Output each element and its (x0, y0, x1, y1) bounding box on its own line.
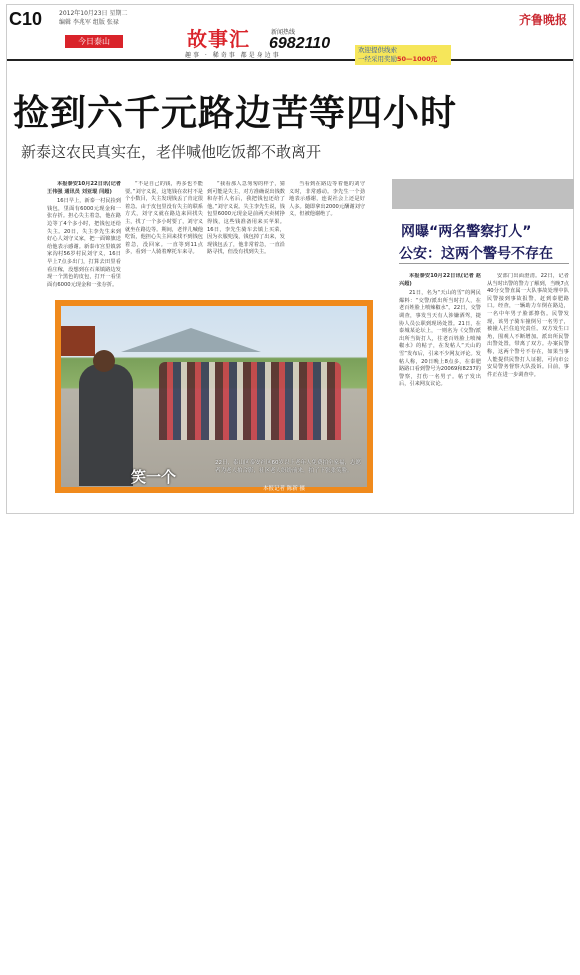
reward-line2 (358, 55, 448, 64)
article-headline: 捡到六千元路边苦等四小时 (13, 93, 458, 134)
column-tagline: 趣事 · 稀奇事 都是身边事 (185, 52, 281, 59)
side-story-col1-text: 21日，名为“天山的雪”的网民爆料：“交警/派出所当时打人，在老百姓脸上喷辣椒水”。22日，交警调查，事发当天有人涉嫌酒驾，捷协人员公职到现场处置。21日，在泰城某论坛上，一则名为《交警/派出所当街打人，往老百姓脸上喷辣椒水》的帖子，在发帖人“天山的雪”发布后，引来不少网友评论。发帖人称，20日晚上8点多，在泰肥路路口看到警号为20069和8237的警察，打伤一名男子。帖子发出后，引来网友议论。 (399, 290, 481, 388)
side-story-title-line2: 公安：这两个警号不存在 (399, 246, 553, 262)
news-photo (55, 300, 373, 493)
article-byline: 本报泰安10月22日讯(记者 王伟强 通讯员 刘亚琨 闫超) (47, 181, 121, 195)
article-subheadline: 新泰这农民真实在，老伴喊他吃饭都不敢离开 (21, 143, 322, 161)
side-story-column-2 (487, 273, 569, 501)
pavilion-graphic (61, 326, 95, 356)
hotline-number: 6982110 (269, 35, 331, 52)
side-story-column-1 (399, 273, 481, 501)
column-name: 故事汇 (187, 27, 250, 51)
article-col3-text: “我看那人急匆匆的样子，猜到可能是失主，对方准确说出钱数和存折人名后，我把钱包还给了他。”刘守义说。失主李先生说，钱包里6000元现金是前两天卖树挣得钱，这些钱准备用来买苹果。16日，李先生骑车去镇上买菜，因为衣服兜浅，钱包掉了出来，发现钱包丢了，他非常着急，一直沿路寻找，但没有找到失主。 (207, 181, 285, 256)
dateline (59, 9, 149, 27)
photo-credit: 本报记者 陈新 摄 (263, 486, 305, 492)
side-story-banner (392, 179, 574, 209)
article-column-1 (47, 181, 121, 291)
elderly-group-graphic (159, 362, 341, 440)
newspaper-page (6, 4, 574, 514)
article-column-2 (125, 181, 203, 291)
article-column-4 (289, 181, 365, 291)
newspaper-masthead: 齐鲁晚报 (518, 13, 567, 27)
editor-credits: 编辑 李兆军 组版 张禄 (59, 19, 119, 26)
reward-amount: 50—1000元 (397, 55, 438, 63)
reward-text: 一经采用奖励 (358, 55, 397, 63)
issue-date: 2012年10月23日 星期二 (59, 10, 128, 17)
article-col2-text: “不是自己的钱，再多也不能要。”刘守义说，这笔钱在农村不是个小数目，失主发现钱丢了肯定很着急。由于皮包里没有失主的联系方式，刘守义就在路边来回找失主，找了一个多小时要了，刘守义就坐在路边等。期间，老伴儿喊他吃饭，他担心失主回来找不到钱包着急，没回家。一直等到11点多，看到一人骑着摩托车来寻。 (125, 181, 203, 256)
photo-caption: 22日，泰山区泰安社区60岁以上老年人免费拍全家福，志愿者为老人拍合影，社区老人纷纷前来，拍了下张张笑脸。 (215, 460, 361, 474)
side-story-title-line1: 网曝“两名警察打人” (401, 224, 532, 240)
article-col1-text: 16日早上，新泰一村民捡到钱包，里面有6000元现金和一张存折。担心失主着急，他在路边等了4个多小时，把钱包还给失主。20日，失主李先生来到好心人刘守义家，把一面锦旗送给他表示感谢。新泰市宫里镇郭家沟村56岁村民刘守义，16日早上7点多出门，打算去田里看看庄稼，没想到在石莱镇路边发现一个黑色的皮包，打开一看里面有6000元现金和一张存折。 (47, 198, 121, 288)
section-tag: 今日泰山 (65, 35, 123, 48)
reward-banner (355, 45, 451, 65)
reward-line1: 欢迎提供线索 (358, 46, 397, 54)
photographer-graphic (79, 364, 133, 486)
hotline-label: 新闻热线 (271, 29, 296, 36)
page-header (7, 5, 573, 61)
photo-title: 笑一个 (131, 468, 177, 486)
side-story-col2-text: 安部门出面澄清。22日，记者从当时出警的警力了解到，当晚7点40分交警直属一大队事故处理中队民警接到事故报警，赶到泰肥路口。经查，一辆助力车倒在路边，一名中年男子脸部擦伤。民警发现，该男子骑车撞倒另一名男子，被撞人拦住追究责任。双方发生口角，围观人不断增加。派出所民警出警处置，带离了双方。办案民警称，这两个警号不存在，如果当事人能提供民警打人证据，可向市公安局警务督察大队投诉。目前，事件正在进一步调查中。 (487, 273, 569, 378)
page-number: C10 (9, 9, 43, 29)
side-story-divider (399, 263, 569, 264)
article-col4-text: 当看到在路边等着他的刘守义时，非常感动。李先生一个劲地表示感谢，连说社会上还是好人多。随即拿出2000元酬谢刘守义，但被他谢绝了。 (289, 181, 365, 218)
article-column-3 (207, 181, 285, 291)
side-story-byline: 本报泰安10月22日讯(记者 赵兴超) (399, 273, 481, 287)
photographer-head-graphic (93, 350, 115, 372)
mountain-graphic (121, 328, 261, 352)
